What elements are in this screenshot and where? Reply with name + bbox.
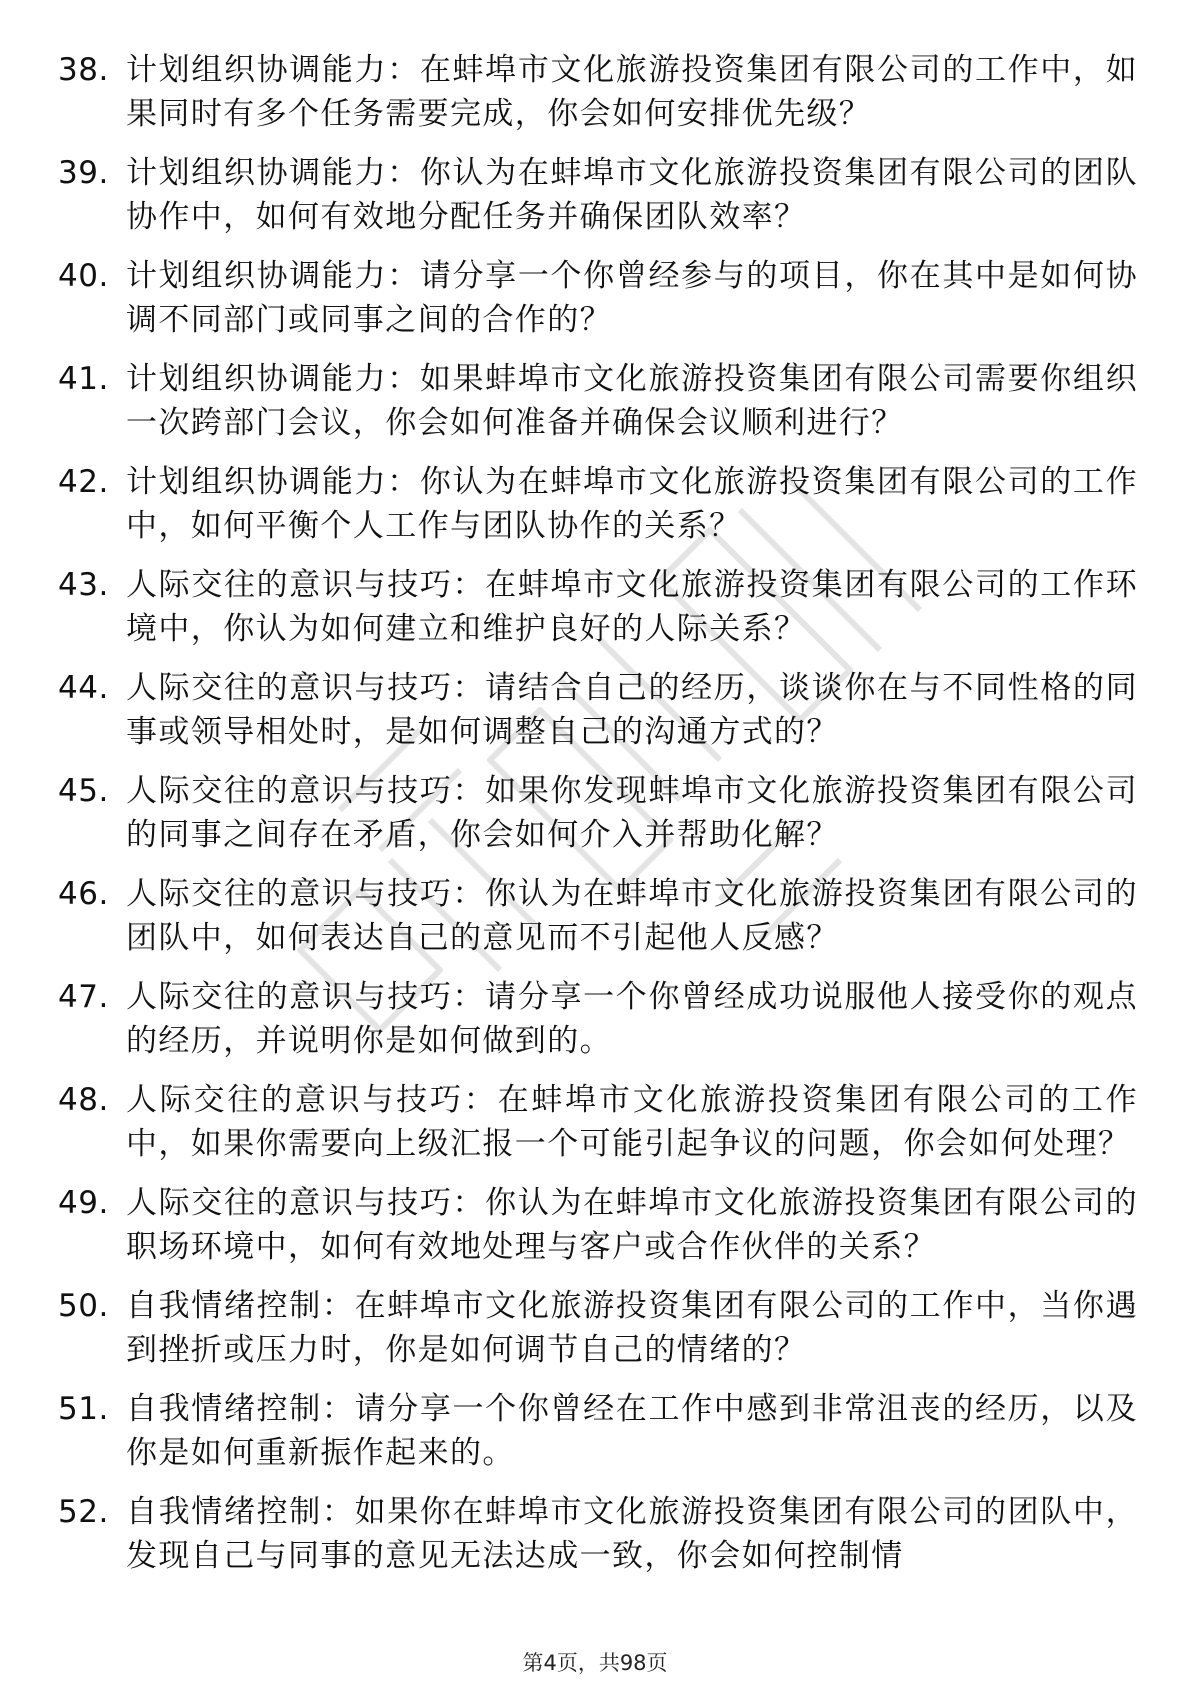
question-text: 计划组织协调能力：请分享一个你曾经参与的项目，你在其中是如何协调不同部门或同事之间的合作的？ <box>126 258 1138 338</box>
question-text: 人际交往的意识与技巧：在蚌埠市文化旅游投资集团有限公司的工作中，如果你需要向上级汇报一个可能引起争议的问题，你会如何处理？ <box>126 1082 1138 1162</box>
question-number: 38. <box>58 52 109 88</box>
question-number: 39. <box>58 155 109 191</box>
question-number: 51. <box>58 1391 109 1427</box>
page-number-footer: 第4页，共98页 <box>522 1651 668 1675</box>
question-number: 42. <box>58 464 109 500</box>
list-item <box>58 1490 1138 1578</box>
question-list <box>58 48 1138 1593</box>
list-item <box>58 1284 1138 1372</box>
question-number: 48. <box>58 1082 109 1118</box>
list-item <box>58 1181 1138 1269</box>
question-number: 47. <box>58 979 109 1015</box>
list-item <box>58 975 1138 1063</box>
list-item <box>58 460 1138 548</box>
question-text: 人际交往的意识与技巧：你认为在蚌埠市文化旅游投资集团有限公司的职场环境中，如何有效地处理与客户或合作伙伴的关系？ <box>126 1185 1138 1265</box>
question-number: 45. <box>58 773 109 809</box>
question-number: 52. <box>58 1494 109 1530</box>
question-number: 46. <box>58 876 109 912</box>
question-text: 人际交往的意识与技巧：如果你发现蚌埠市文化旅游投资集团有限公司的同事之间存在矛盾，你会如何介入并帮助化解？ <box>126 773 1138 853</box>
list-item <box>58 48 1138 136</box>
question-text: 自我情绪控制：请分享一个你曾经在工作中感到非常沮丧的经历，以及你是如何重新振作起来的。 <box>126 1391 1138 1471</box>
list-item <box>58 1078 1138 1166</box>
question-text: 自我情绪控制：如果你在蚌埠市文化旅游投资集团有限公司的团队中，发现自己与同事的意见无法达成一致，你会如何控制情 <box>126 1494 1138 1574</box>
list-item <box>58 872 1138 960</box>
question-text: 人际交往的意识与技巧：你认为在蚌埠市文化旅游投资集团有限公司的团队中，如何表达自己的意见而不引起他人反感？ <box>126 876 1138 956</box>
question-text: 人际交往的意识与技巧：在蚌埠市文化旅游投资集团有限公司的工作环境中，你认为如何建立和维护良好的人际关系？ <box>126 567 1138 647</box>
list-item <box>58 357 1138 445</box>
list-item <box>58 1387 1138 1475</box>
question-number: 50. <box>58 1288 109 1324</box>
question-number: 49. <box>58 1185 109 1221</box>
question-text: 计划组织协调能力：在蚌埠市文化旅游投资集团有限公司的工作中，如果同时有多个任务需要完成，你会如何安排优先级？ <box>126 52 1138 132</box>
question-number: 44. <box>58 670 109 706</box>
list-item <box>58 666 1138 754</box>
question-number: 41. <box>58 361 109 397</box>
list-item <box>58 563 1138 651</box>
question-text: 计划组织协调能力：你认为在蚌埠市文化旅游投资集团有限公司的团队协作中，如何有效地分配任务并确保团队效率？ <box>126 155 1138 235</box>
list-item <box>58 151 1138 239</box>
question-text: 计划组织协调能力：如果蚌埠市文化旅游投资集团有限公司需要你组织一次跨部门会议，你会如何准备并确保会议顺利进行？ <box>126 361 1138 441</box>
list-item <box>58 769 1138 857</box>
question-text: 人际交往的意识与技巧：请分享一个你曾经成功说服他人接受你的观点的经历，并说明你是如何做到的。 <box>126 979 1138 1059</box>
question-text: 人际交往的意识与技巧：请结合自己的经历，谈谈你在与不同性格的同事或领导相处时，是如何调整自己的沟通方式的？ <box>126 670 1138 750</box>
question-text: 计划组织协调能力：你认为在蚌埠市文化旅游投资集团有限公司的工作中，如何平衡个人工作与团队协作的关系？ <box>126 464 1138 544</box>
list-item <box>58 254 1138 342</box>
question-text: 自我情绪控制：在蚌埠市文化旅游投资集团有限公司的工作中，当你遇到挫折或压力时，你是如何调节自己的情绪的？ <box>126 1288 1138 1368</box>
question-number: 40. <box>58 258 109 294</box>
question-number: 43. <box>58 567 109 603</box>
